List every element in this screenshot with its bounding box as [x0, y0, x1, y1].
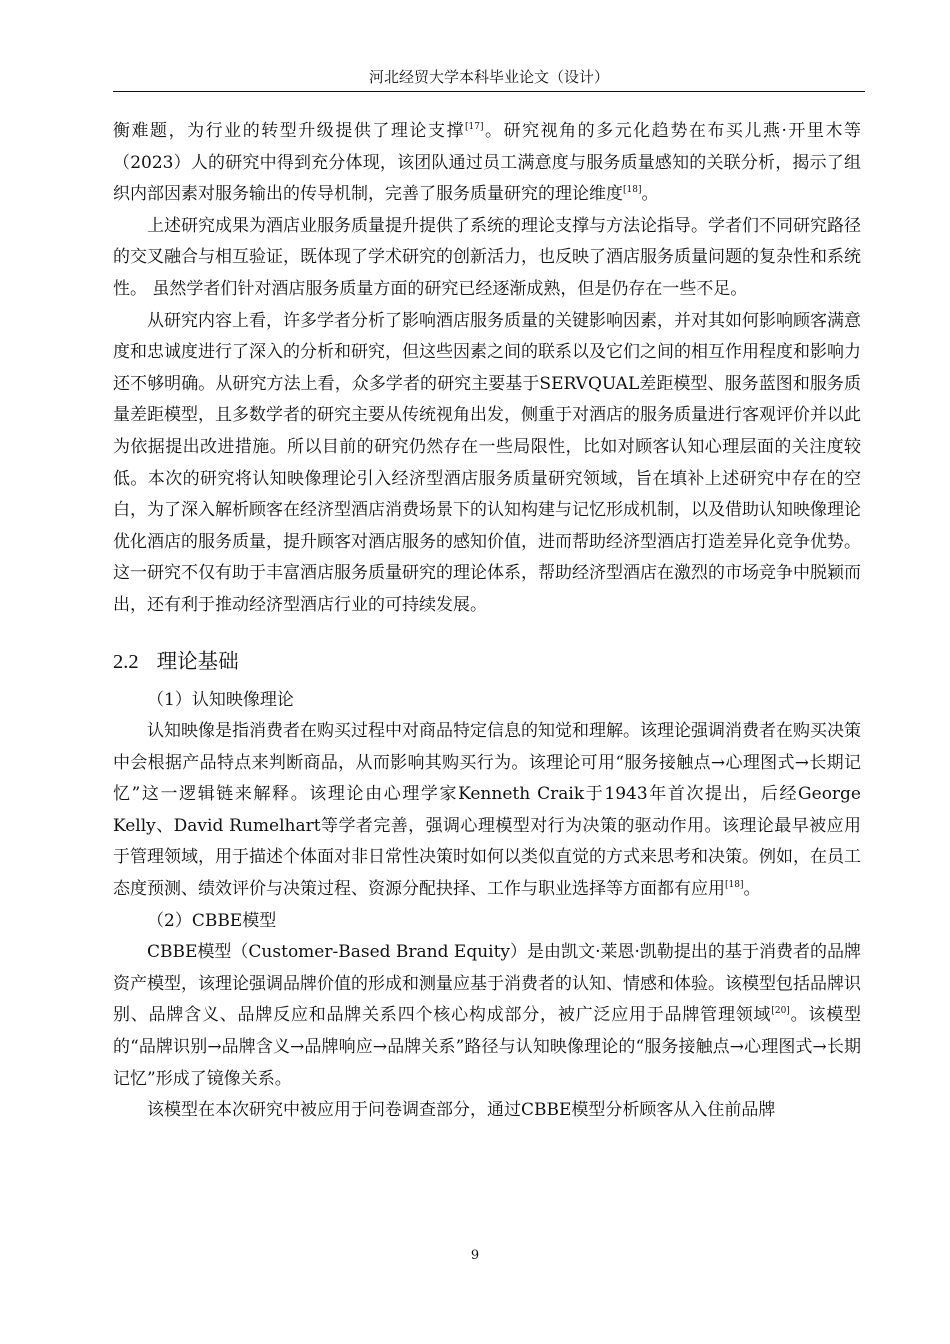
- paragraph-text: 。该模型的“品牌识别→品牌含义→品牌响应→品牌关系”路径与认知映像理论的“服务接触点→心理图式→长期记忆”形成了镜像关系。: [113, 1005, 862, 1089]
- body-paragraph: [113, 1095, 861, 1127]
- body-paragraph: [113, 306, 861, 622]
- body-paragraph: [113, 116, 861, 211]
- citation-ref: [18]: [623, 185, 642, 196]
- paragraph-text: 认知映像是指消费者在购买过程中对商品特定信息的知觉和理解。该理论强调消费者在购买决策中会根据产品特点来判断商品，从而影响其购买行为。该理论可用“服务接触点→心理图式→长期记忆”这一逻辑链来解释。该理论由心理学家Kenneth Craik于1943年首次提出，后经George Kelly、David Rumelhart等学者完善，强调心理模型对行为决策的驱动作用。该理论最早被应用于管理领域，用于描述个体面对非日常性决策时如何以类似直觉的方式来思考和决策。例如，在员工态度预测、绩效评价与决策过程、资源分配抉择、工作与职业选择等方面都有应用: [113, 721, 861, 900]
- body-paragraph: [113, 937, 861, 1095]
- paragraph-text: CBBE模型（Customer-Based Brand Equity）是由凯文·莱恩·凯勒提出的基于消费者的品牌资产模型，该理论强调品牌价值的形成和测量应基于消费者的认知、情感和体验。该模型包括品牌识别、品牌含义、品牌反应和品牌关系四个核心构成部分，被广泛应用于品牌管理领域: [113, 942, 861, 1026]
- intro-paragraphs: [113, 116, 861, 622]
- paragraph-text: 。研究视角的多元化趋势在布买儿燕·开里木等（2023）人的研究中得到充分体现，该团队通过员工满意度与服务质量感知的关联分析，揭示了组织内部因素对服务输出的传导机制，完善了服务质量研究的理论维度: [113, 121, 862, 205]
- paragraph-text: 衡难题，为行业的转型升级提供了理论支撑: [113, 121, 466, 141]
- body-paragraph: [113, 211, 861, 306]
- page-body: [113, 116, 861, 1127]
- section-title: 理论基础: [156, 648, 239, 673]
- paragraph-text: 。: [743, 879, 761, 900]
- citation-ref: [20]: [771, 1006, 790, 1017]
- paragraph-text: 从研究内容上看，许多学者分析了影响酒店服务质量的关键影响因素，并对其如何影响顾客满意度和忠诚度进行了深入的分析和研究，但这些因素之间的联系以及它们之间的相互作用程度和影响力还不够明确。从研究方法上看，众多学者的研究主要基于SERVQUAL差距模型、服务蓝图和服务质量差距模型，且多数学者的研究主要从传统视角出发，侧重于对酒店的服务质量进行客观评价并以此为依据提出改进措施。所以目前的研究仍然存在一些局限性，比如对顾客认知心理层面的关注度较低。本次的研究将认知映像理论引入经济型酒店服务质量研究领域，旨在填补上述研究中存在的空白，为了深入解析顾客在经济型酒店消费场景下的认知构建与记忆形成机制，以及借助认知映像理论优化酒店的服务质量，提升顾客对酒店服务的感知价值，进而帮助经济型酒店打造差异化竞争优势。这一研究不仅有助于丰富酒店服务质量研究的理论体系，帮助经济型酒店在激烈的市场竞争中脱颖而出，还有利于推动经济型酒店行业的可持续发展。: [113, 310, 861, 615]
- citation-ref: [18]: [725, 880, 744, 891]
- cognitive-image-paragraphs: [113, 716, 861, 906]
- subsection-title-cognitive-image: （1）认知映像理论: [147, 689, 294, 710]
- subsection-title-cbbe: （2）CBBE模型: [147, 910, 277, 931]
- paragraph-text: 。: [641, 184, 659, 205]
- running-header: 河北经贸大学本科毕业论文（设计）: [368, 68, 609, 86]
- section-number: 2.2: [113, 650, 139, 673]
- body-paragraph: [113, 716, 861, 906]
- cbbe-paragraphs: [113, 937, 861, 1127]
- section-heading: [113, 644, 861, 679]
- page-number: 9: [470, 1248, 480, 1263]
- paragraph-text: 该模型在本次研究中被应用于问卷调查部分，通过CBBE模型分析顾客从入住前品牌: [147, 1100, 776, 1121]
- header-rule: [113, 91, 865, 92]
- citation-ref: [17]: [465, 122, 484, 132]
- paragraph-text: 上述研究成果为酒店业服务质量提升提供了系统的理论支撑与方法论指导。学者们不同研究路径的交叉融合与相互验证，既体现了学术研究的创新活力，也反映了酒店服务质量问题的复杂性和系统性。 虽然学者们针对酒店服务质量方面的研究已经逐渐成熟，但是仍存在一些不足。: [113, 215, 861, 299]
